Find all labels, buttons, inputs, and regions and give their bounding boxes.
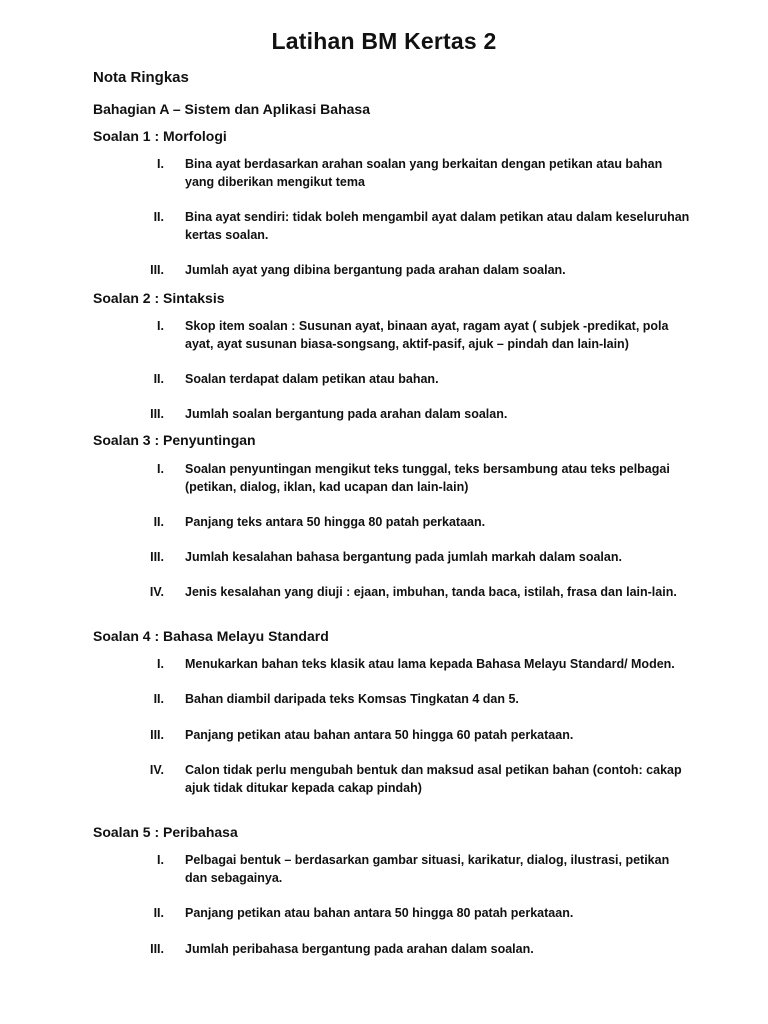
item-text: Panjang petikan atau bahan antara 50 hingga 80 patah perkataan. bbox=[185, 906, 574, 920]
item-number: II. bbox=[153, 906, 164, 920]
item-number: II. bbox=[153, 692, 164, 706]
item-text: Soalan terdapat dalam petikan atau bahan. bbox=[185, 372, 439, 386]
item-text: Menukarkan bahan teks klasik atau lama kepada Bahasa Melayu Standard/ Moden. bbox=[185, 657, 675, 671]
section-heading-soalan-4: Soalan 4 : Bahasa Melayu Standard bbox=[93, 628, 329, 644]
item-number: III. bbox=[150, 407, 164, 421]
item-number: I. bbox=[157, 657, 164, 671]
item-text: Jumlah peribahasa bergantung pada arahan dalam soalan. bbox=[185, 942, 534, 956]
item-text: Bahan diambil daripada teks Komsas Tingkatan 4 dan 5. bbox=[185, 692, 519, 706]
item-text: Jenis kesalahan yang diuji : ejaan, imbuhan, tanda baca, istilah, frasa dan lain-lain. bbox=[185, 585, 677, 599]
section-heading-soalan-5: Soalan 5 : Peribahasa bbox=[93, 824, 238, 840]
item-text: Jumlah kesalahan bahasa bergantung pada jumlah markah dalam soalan. bbox=[185, 550, 622, 564]
bahagian-heading: Bahagian A – Sistem dan Aplikasi Bahasa bbox=[93, 101, 370, 117]
item-number: III. bbox=[150, 550, 164, 564]
section-heading-soalan-1: Soalan 1 : Morfologi bbox=[93, 128, 227, 144]
item-text: Panjang teks antara 50 hingga 80 patah perkataan. bbox=[185, 515, 486, 529]
section-heading-soalan-2: Soalan 2 : Sintaksis bbox=[93, 290, 225, 306]
item-number: I. bbox=[157, 462, 164, 476]
item-number: IV. bbox=[149, 585, 164, 599]
item-number: III. bbox=[150, 942, 164, 956]
item-number: I. bbox=[157, 157, 164, 171]
nota-heading: Nota Ringkas bbox=[93, 69, 189, 86]
item-text: Bina ayat berdasarkan arahan soalan yang berkaitan dengan petikan atau bahan yang diberikan mengikut tema bbox=[185, 157, 663, 189]
item-number: II. bbox=[153, 372, 164, 386]
item-text: Soalan penyuntingan mengikut teks tunggal, teks bersambung atau teks pelbagai (petikan, dialog, iklan, kad ucapan dan lain-lain) bbox=[185, 462, 670, 494]
item-number: III. bbox=[150, 263, 164, 277]
item-text: Skop item soalan : Susunan ayat, binaan ayat, ragam ayat ( subjek -predikat, pola ayat, ayat susunan biasa-songsang, aktif-pasif, ajuk – pindah dan lain-lain) bbox=[185, 319, 669, 351]
item-text: Bina ayat sendiri: tidak boleh mengambil ayat dalam petikan atau dalam keseluruhan kertas soalan. bbox=[185, 210, 690, 242]
item-number: I. bbox=[157, 853, 164, 867]
item-number: II. bbox=[153, 515, 164, 529]
item-number: II. bbox=[153, 210, 164, 224]
item-text: Panjang petikan atau bahan antara 50 hingga 60 patah perkataan. bbox=[185, 728, 574, 742]
item-text: Pelbagai bentuk – berdasarkan gambar situasi, karikatur, dialog, ilustrasi, petikan dan sebagainya. bbox=[185, 853, 670, 885]
item-text: Jumlah soalan bergantung pada arahan dalam soalan. bbox=[185, 407, 508, 421]
item-number: IV. bbox=[149, 763, 164, 777]
item-number: III. bbox=[150, 728, 164, 742]
section-heading-soalan-3: Soalan 3 : Penyuntingan bbox=[93, 432, 256, 448]
item-text: Calon tidak perlu mengubah bentuk dan maksud asal petikan bahan (contoh: cakap ajuk tidak ditukar kepada cakap pindah) bbox=[185, 763, 682, 795]
item-number: I. bbox=[157, 319, 164, 333]
page-title: Latihan BM Kertas 2 bbox=[271, 28, 497, 54]
item-text: Jumlah ayat yang dibina bergantung pada arahan dalam soalan. bbox=[185, 263, 566, 277]
